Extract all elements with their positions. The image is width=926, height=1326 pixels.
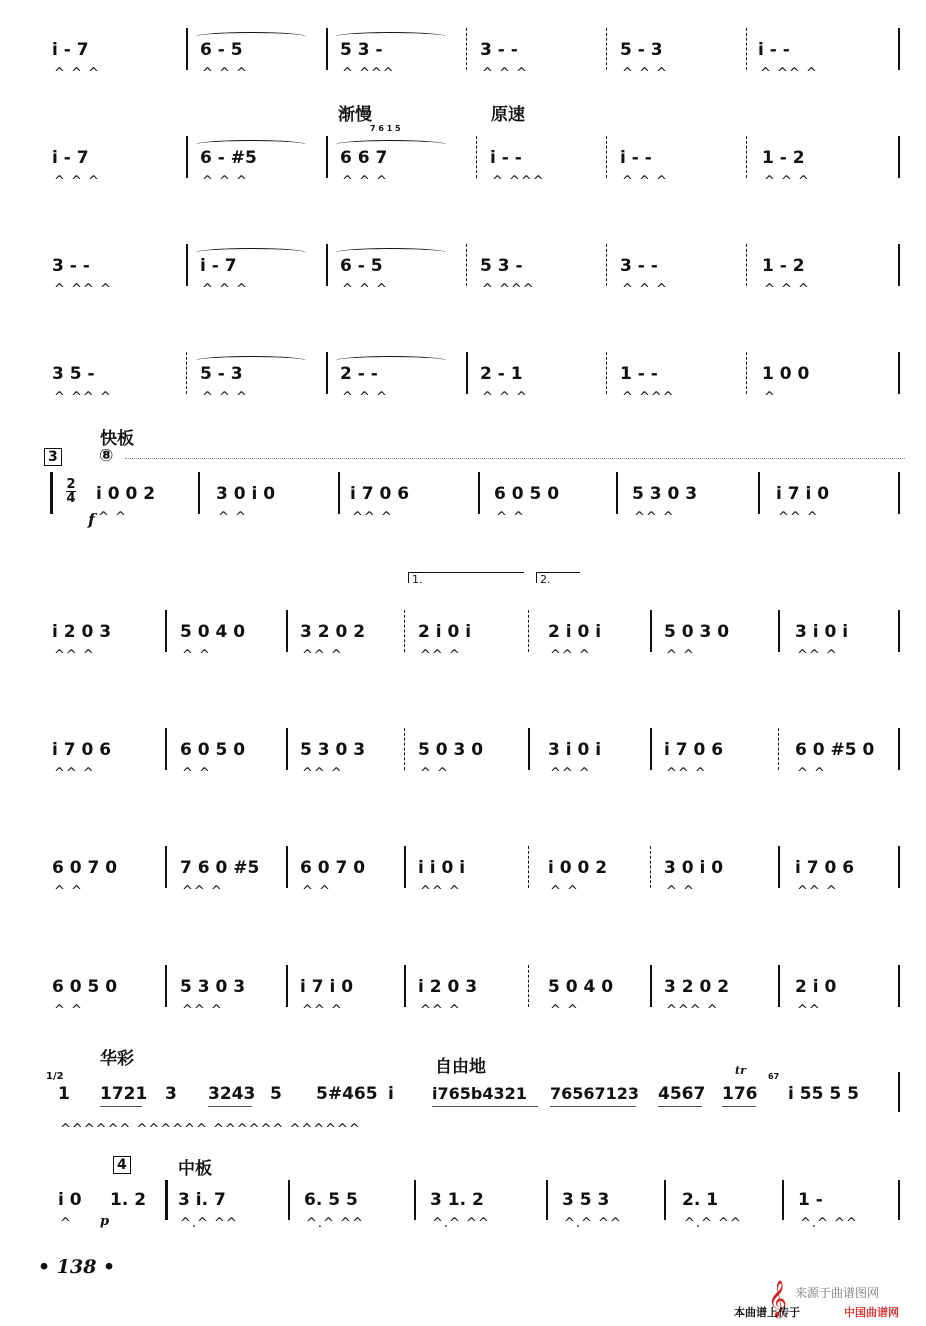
bar-line [466, 244, 467, 286]
bar-line [186, 352, 187, 394]
bar-line [478, 472, 480, 514]
measure-notes: 1 0 0 [762, 364, 810, 384]
measure-notes: 5 3 0 3 [180, 977, 246, 997]
treble-clef-icon: 𝄞 [768, 1279, 787, 1317]
bar-line [546, 1180, 548, 1220]
measure-notes: 2. 1 [682, 1190, 719, 1210]
accent-marks: ^^ ^ [302, 766, 343, 781]
measure-notes: 5 - 3 [620, 40, 663, 60]
measure-notes: 1 - - [620, 364, 658, 384]
slur [336, 140, 446, 149]
accent-marks: ^^ ^ [302, 1003, 343, 1018]
accent-marks: ^ ^ ^ [202, 282, 248, 297]
bar-line [186, 136, 188, 178]
measure-notes: 5 0 3 0 [418, 740, 484, 760]
measure-notes: 3 - - [52, 256, 90, 276]
bar-line [664, 1180, 666, 1220]
accent-marks: ^ ^ ^ [202, 66, 248, 81]
measure-notes: 3 2 0 2 [300, 622, 366, 642]
measure-notes: i 7 0 6 [350, 484, 410, 504]
repeat-count-8: ⑧ [99, 446, 114, 466]
accent-marks: ^ ^ [420, 766, 449, 781]
accent-marks: ^ ^ [182, 766, 211, 781]
measure-notes: 6 - 5 [200, 40, 243, 60]
measure-notes: 1 - 2 [762, 148, 805, 168]
measure-notes: 1 - [798, 1190, 823, 1210]
accent-marks: ^^ ^ [550, 648, 591, 663]
bar-line [528, 728, 530, 770]
measure-notes: i 0 0 2 [548, 858, 608, 878]
accent-marks: ^^ ^ [182, 884, 223, 899]
measure-notes: 5 3 - [340, 40, 383, 60]
accent-marks: ^ ^ ^ [622, 66, 668, 81]
bar-line [746, 352, 747, 394]
bar-line [198, 472, 200, 514]
accent-marks: ^ ^ [797, 766, 826, 781]
bar-line [186, 28, 188, 70]
underline-beam [208, 1106, 252, 1107]
cadenza-notes: 4567 [658, 1084, 706, 1104]
volta-second-ending: 2. [536, 572, 580, 583]
accent-marks: ^ ^ [666, 648, 695, 663]
bar-line [616, 472, 618, 514]
grace-notes: 7 6 1 5 [370, 124, 401, 133]
bar-line [898, 244, 900, 286]
measure-notes: 2 - - [340, 364, 378, 384]
accent-marks: ^ ^ ^ [202, 174, 248, 189]
measure-notes: i - - [758, 40, 790, 60]
accent-marks: ^^ ^ [550, 766, 591, 781]
accent-marks: ^ ^ ^ [622, 174, 668, 189]
bar-line [650, 610, 652, 652]
measure-notes: 6 0 5 0 [494, 484, 560, 504]
accent-marks: ^ ^^^ [342, 66, 395, 81]
bar-line [326, 28, 328, 70]
measure-notes: i 2 0 3 [52, 622, 112, 642]
measure-notes: 5 3 - [480, 256, 523, 276]
accent-marks: ^^ ^ [666, 766, 707, 781]
measure-notes: 3 2 0 2 [664, 977, 730, 997]
underline-beam [658, 1106, 702, 1107]
measure-notes: 6 0 7 0 [300, 858, 366, 878]
bar-line [898, 352, 900, 394]
accent-marks: ^^ ^ [352, 510, 393, 525]
bar-line [165, 846, 167, 888]
bar-line [778, 846, 780, 888]
trill-mark: tr [735, 1064, 746, 1077]
bar-line [326, 244, 328, 286]
measure-notes: 7 6 0 #5 [180, 858, 260, 878]
measure-notes: i 0 [58, 1190, 82, 1210]
underline-beam [100, 1106, 142, 1107]
bar-line [782, 1180, 784, 1220]
page-number: • 138 • [38, 1256, 116, 1278]
bar-line [165, 610, 167, 652]
accent-marks: ^ ^ ^ [482, 390, 528, 405]
accent-marks: ^^ ^ [420, 1003, 461, 1018]
measure-notes: 5 3 0 3 [632, 484, 698, 504]
bar-line [186, 244, 188, 286]
measure-notes: 5 0 4 0 [180, 622, 246, 642]
bar-line [466, 352, 468, 394]
measure-notes: 3 1. 2 [430, 1190, 484, 1210]
measure-notes: 1. 2 [110, 1190, 147, 1210]
bar-line [898, 472, 900, 514]
measure-notes: 5 - 3 [200, 364, 243, 384]
cadenza-notes: 1721 [100, 1084, 148, 1104]
measure-notes: i - 7 [52, 40, 89, 60]
measure-notes: 6 - 5 [340, 256, 383, 276]
cadenza-notes: 1 [58, 1084, 70, 1104]
measure-notes: i i 0 i [418, 858, 466, 878]
accent-marks: ^ ^^ ^ [54, 282, 112, 297]
accent-marks: ^ ^ ^ [54, 66, 100, 81]
accent-marks: ^.^ ^^ [432, 1216, 490, 1231]
accent-marks: ^^ ^ [797, 884, 838, 899]
accent-marks: ^^ ^ [634, 510, 675, 525]
bar-line [326, 136, 328, 178]
measure-notes: 3 5 3 [562, 1190, 610, 1210]
cadenza-notes: 176 [722, 1084, 758, 1104]
measure-notes: 2 i 0 i [418, 622, 472, 642]
cadenza-notes: i 55 5 5 [788, 1084, 859, 1104]
bar-line [286, 965, 288, 1007]
measure-notes: 3 0 i 0 [664, 858, 724, 878]
bar-line [778, 610, 780, 652]
bar-line [898, 846, 900, 888]
accent-marks: ^^ [797, 1003, 821, 1018]
accent-marks: ^^ ^ [54, 766, 95, 781]
measure-notes: i 2 0 3 [418, 977, 478, 997]
repeat-start-bar [50, 472, 53, 514]
measure-notes: 6 0 #5 0 [795, 740, 875, 760]
bar-line [778, 965, 780, 1007]
cadenza-notes: 5#465 [316, 1084, 378, 1104]
accent-marks: ^ ^ ^ [764, 174, 810, 189]
slur [196, 248, 306, 257]
measure-notes: i 0 0 2 [96, 484, 156, 504]
bar-line [404, 965, 406, 1007]
bar-line [746, 244, 747, 286]
measure-notes: 6 - #5 [200, 148, 257, 168]
bar-line [165, 728, 167, 770]
tempo-marking-allegro: 快板 [100, 429, 134, 449]
measure-notes: 6 6 7 [340, 148, 388, 168]
measure-notes: 3 i 0 i [795, 622, 849, 642]
bar-line [528, 846, 529, 888]
tempo-marking-a-tempo: 原速 [491, 105, 525, 125]
time-signature: 2 4 [66, 477, 76, 506]
slur [196, 140, 306, 149]
accent-marks: ^ ^ [302, 884, 331, 899]
bar-line [898, 1180, 900, 1220]
measure-notes: 3 i. 7 [178, 1190, 226, 1210]
accent-marks: ^ ^ [550, 1003, 579, 1018]
bar-line [326, 352, 328, 394]
underline-beam [550, 1106, 636, 1107]
accent-marks: ^ ^ ^ [622, 282, 668, 297]
accent-marks: ^^ ^ [778, 510, 819, 525]
accent-marks: ^ ^ [54, 884, 83, 899]
measure-notes: i 7 0 6 [664, 740, 724, 760]
cadenza-notes: i765b4321 [432, 1084, 527, 1103]
bar-line [286, 610, 288, 652]
measure-notes: i - - [490, 148, 522, 168]
accent-marks: ^.^ ^^ [564, 1216, 622, 1231]
measure-notes: 5 0 4 0 [548, 977, 614, 997]
accent-marks: ^ ^ [550, 884, 579, 899]
accent-marks: ^ ^ ^ [342, 174, 388, 189]
accent-marks: ^ [60, 1216, 72, 1231]
accent-marks: ^.^ ^^ [180, 1216, 238, 1231]
measure-notes: 6 0 7 0 [52, 858, 118, 878]
accent-marks: ^^ ^ [182, 1003, 223, 1018]
measure-notes: 5 3 0 3 [300, 740, 366, 760]
cadenza-time-signature: 1/2 [46, 1071, 64, 1082]
accent-marks: ^ ^ ^ [342, 282, 388, 297]
measure-notes: 6. 5 5 [304, 1190, 358, 1210]
accent-marks: ^^ ^ [797, 648, 838, 663]
dynamic-piano: p [100, 1214, 110, 1229]
measure-notes: 6 0 5 0 [180, 740, 246, 760]
bar-line [606, 28, 607, 70]
accent-marks: ^ ^^ ^ [54, 390, 112, 405]
bar-line [650, 728, 652, 770]
measure-notes: 3 i 0 i [548, 740, 602, 760]
bar-line [898, 28, 900, 70]
measure-notes: 5 0 3 0 [664, 622, 730, 642]
measure-notes: i - 7 [52, 148, 89, 168]
bar-line [778, 728, 779, 770]
accent-marks: ^ ^ [182, 648, 211, 663]
measure-notes: i - 7 [200, 256, 237, 276]
measure-notes: 3 - - [480, 40, 518, 60]
bar-line [650, 846, 651, 888]
measure-notes: 3 5 - [52, 364, 95, 384]
bar-line [404, 728, 405, 770]
slur [196, 32, 306, 41]
bar-line [286, 846, 288, 888]
grace-notes: 67 [768, 1072, 780, 1081]
accent-marks: ^ [764, 390, 776, 405]
rehearsal-mark-3: 3 [44, 448, 62, 466]
accent-marks: ^ ^ ^ [482, 66, 528, 81]
measure-notes: 2 i 0 [795, 977, 837, 997]
tempo-marking-rit: 渐慢 [338, 105, 372, 125]
slur [336, 356, 446, 365]
bar-line [528, 965, 529, 1007]
accent-marks: ^.^ ^^ [800, 1216, 858, 1231]
cadenza-accent-marks: ^^^^^^ ^^^^^^ ^^^^^^ ^^^^^^ [60, 1122, 361, 1137]
freely-label: 自由地 [435, 1057, 486, 1077]
measure-notes: 2 - 1 [480, 364, 523, 384]
bar-line [898, 610, 900, 652]
bar-line [286, 728, 288, 770]
cadenza-notes: i [388, 1084, 394, 1104]
watermark-text: 来源于曲谱图网 [795, 1286, 880, 1300]
bar-line [898, 136, 900, 178]
accent-marks: ^ ^ ^ [54, 174, 100, 189]
bar-line [466, 28, 467, 70]
measure-notes: i - - [620, 148, 652, 168]
accent-marks: ^.^ ^^ [306, 1216, 364, 1231]
accent-marks: ^^ ^ [302, 648, 343, 663]
bar-line [165, 965, 167, 1007]
bar-line [165, 1180, 168, 1220]
measure-notes: 1 - 2 [762, 256, 805, 276]
measure-notes: 3 - - [620, 256, 658, 276]
accent-marks: ^ ^ ^ [764, 282, 810, 297]
tempo-marking-moderato: 中板 [178, 1159, 212, 1179]
measure-notes: 6 0 5 0 [52, 977, 118, 997]
cadenza-notes: 76567123 [550, 1084, 640, 1103]
slur [196, 356, 306, 365]
accent-marks: ^ ^ [98, 510, 127, 525]
bar-line [404, 610, 405, 652]
bar-line [898, 965, 900, 1007]
rehearsal-mark-4: 4 [113, 1156, 131, 1174]
accent-marks: ^ ^ [218, 510, 247, 525]
underline-beam [722, 1106, 756, 1107]
bar-line [288, 1180, 290, 1220]
accent-marks: ^ ^ [496, 510, 525, 525]
bar-line [338, 472, 340, 514]
bar-line [898, 728, 900, 770]
measure-notes: 3 0 i 0 [216, 484, 276, 504]
dynamic-forte: f [88, 510, 95, 529]
slur [336, 32, 446, 41]
measure-notes: i 7 i 0 [776, 484, 830, 504]
cadenza-label: 华彩 [100, 1049, 134, 1069]
bar-line [898, 1072, 900, 1112]
accent-marks: ^ ^^^ [622, 390, 675, 405]
bar-line [414, 1180, 416, 1220]
bar-line [404, 846, 406, 888]
cadenza-notes: 5 [270, 1084, 282, 1104]
bar-line [476, 136, 477, 178]
measure-notes: i 7 0 6 [795, 858, 855, 878]
bar-line [606, 244, 607, 286]
cadenza-notes: 3243 [208, 1084, 256, 1104]
bar-line [746, 136, 747, 178]
accent-marks: ^ ^^ ^ [760, 66, 818, 81]
accent-marks: ^^^ ^ [666, 1003, 719, 1018]
volta-first-ending: 1. [408, 572, 524, 583]
repeat-extension-line [125, 458, 905, 459]
accent-marks: ^ ^^^ [492, 174, 545, 189]
bar-line [606, 136, 607, 178]
bar-line [758, 472, 760, 514]
accent-marks: ^ ^ [666, 884, 695, 899]
measure-notes: 2 i 0 i [548, 622, 602, 642]
site-name: 中国曲谱网 [844, 1306, 899, 1319]
measure-notes: i 7 i 0 [300, 977, 354, 997]
bar-line [650, 965, 652, 1007]
slur [336, 248, 446, 257]
accent-marks: ^^ ^ [420, 648, 461, 663]
accent-marks: ^ ^ ^ [342, 390, 388, 405]
accent-marks: ^^ ^ [54, 648, 95, 663]
accent-marks: ^ ^ [54, 1003, 83, 1018]
cadenza-notes: 3 [165, 1084, 177, 1104]
accent-marks: ^.^ ^^ [684, 1216, 742, 1231]
bar-line [606, 352, 607, 394]
accent-marks: ^^ ^ [420, 884, 461, 899]
accent-marks: ^ ^ ^ [202, 390, 248, 405]
upload-note: 本曲谱上传于 [734, 1306, 800, 1319]
bar-line [746, 28, 747, 70]
underline-beam [432, 1106, 538, 1107]
bar-line [528, 610, 529, 652]
measure-notes: i 7 0 6 [52, 740, 112, 760]
accent-marks: ^ ^^^ [482, 282, 535, 297]
